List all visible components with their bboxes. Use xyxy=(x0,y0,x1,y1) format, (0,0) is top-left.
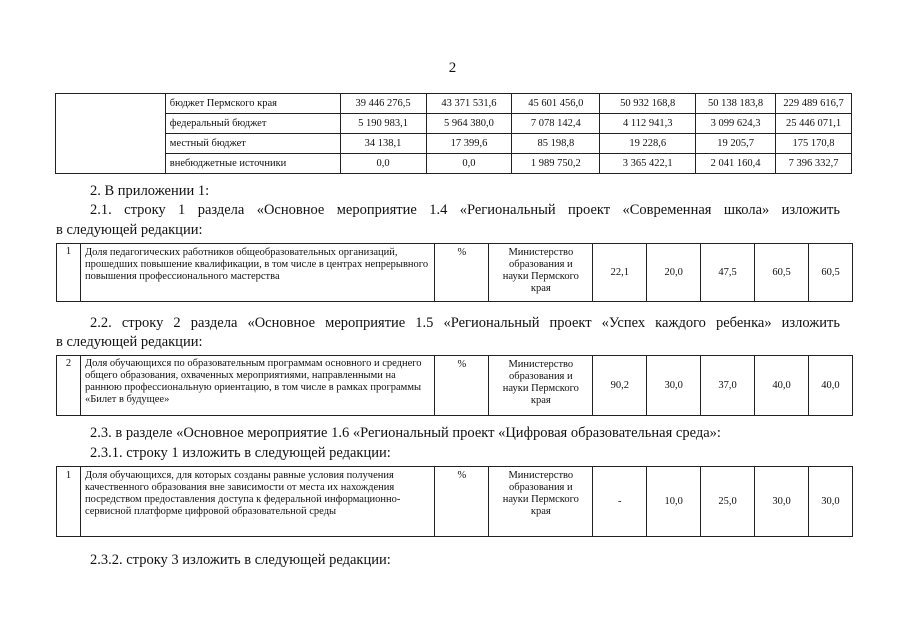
budget-value: 5 190 983,1 xyxy=(340,114,426,134)
indicator-value: 22,1 xyxy=(593,244,647,302)
responsible-org: Министерство образования и науки Пермского края xyxy=(489,244,593,302)
budget-value: 2 041 160,4 xyxy=(696,154,776,174)
indicator-table-3 xyxy=(56,466,853,537)
indicator-value: 30,0 xyxy=(647,356,701,416)
table-row xyxy=(56,114,852,134)
indicator-value: 90,2 xyxy=(593,356,647,416)
row-number: 2 xyxy=(57,356,81,416)
page-number: 2 xyxy=(448,60,457,76)
budget-value: 25 446 071,1 xyxy=(776,114,852,134)
budget-value: 34 138,1 xyxy=(340,134,426,154)
unit: % xyxy=(435,244,489,302)
indicator-value: 25,0 xyxy=(701,467,755,537)
budget-label: местный бюджет xyxy=(165,134,340,154)
budget-value: 229 489 616,7 xyxy=(776,94,852,114)
budget-value: 1 989 750,2 xyxy=(512,154,600,174)
budget-value: 0,0 xyxy=(340,154,426,174)
budget-value: 50 138 183,8 xyxy=(696,94,776,114)
table-row xyxy=(57,467,853,537)
responsible-org: Министерство образования и науки Пермского края xyxy=(489,467,593,537)
indicator-table-2 xyxy=(56,355,853,416)
budget-value: 0,0 xyxy=(426,154,512,174)
table-row xyxy=(56,94,852,114)
indicator-value: 10,0 xyxy=(647,467,701,537)
indicator-value: 20,0 xyxy=(647,244,701,302)
budget-table xyxy=(55,93,852,174)
budget-value: 45 601 456,0 xyxy=(512,94,600,114)
budget-label: бюджет Пермского края xyxy=(165,94,340,114)
row-number: 1 xyxy=(57,467,81,537)
budget-value: 19 205,7 xyxy=(696,134,776,154)
paragraph-2-2-cont: в следующей редакции: xyxy=(56,334,203,350)
responsible-org: Министерство образования и науки Пермского края xyxy=(489,356,593,416)
paragraph-2-1-cont: в следующей редакции: xyxy=(56,222,203,238)
unit: % xyxy=(435,356,489,416)
indicator-name: Доля педагогических работников общеобразовательных организаций, прошедших повышение квалификации, в том числе в центрах непрерывного повышения профессионального мастерства xyxy=(80,244,435,302)
indicator-table-1 xyxy=(56,243,853,302)
table-row xyxy=(56,134,852,154)
budget-value: 175 170,8 xyxy=(776,134,852,154)
budget-value: 19 228,6 xyxy=(600,134,696,154)
paragraph-2-3-2: 2.3.2. строку 3 изложить в следующей редакции: xyxy=(90,552,391,568)
budget-value: 4 112 941,3 xyxy=(600,114,696,134)
table-row xyxy=(57,244,853,302)
budget-value: 7 396 332,7 xyxy=(776,154,852,174)
budget-value: 7 078 142,4 xyxy=(512,114,600,134)
budget-value: 3 365 422,1 xyxy=(600,154,696,174)
budget-value: 5 964 380,0 xyxy=(426,114,512,134)
table-row xyxy=(56,154,852,174)
budget-label: федеральный бюджет xyxy=(165,114,340,134)
indicator-value: 37,0 xyxy=(701,356,755,416)
paragraph-2-3-1: 2.3.1. строку 1 изложить в следующей редакции: xyxy=(90,445,391,461)
indicator-value: 30,0 xyxy=(755,467,809,537)
indicator-name: Доля обучающихся по образовательным программам основного и среднего общего образования, охваченных мероприятиями, направленными на раннюю профессиональную ориентацию, в том числе в рамках программы «Билет в будущее» xyxy=(80,356,434,416)
indicator-value: 47,5 xyxy=(701,244,755,302)
paragraph-2: 2. В приложении 1: xyxy=(90,183,210,199)
table-row xyxy=(57,356,853,416)
budget-value: 85 198,8 xyxy=(512,134,600,154)
budget-value: 50 932 168,8 xyxy=(600,94,696,114)
indicator-name: Доля обучающихся, для которых созданы равные условия получения качественного образования вне зависимости от места их нахождения посредством предоставления доступа к федеральной информационно-сервисной платформе цифровой образовательной среды xyxy=(80,467,434,537)
budget-value: 39 446 276,5 xyxy=(340,94,426,114)
indicator-value: 40,0 xyxy=(808,356,852,416)
paragraph-2-2: 2.2. строку 2 раздела «Основное мероприятие 1.5 «Региональный проект «Успех каждого ребенка» изложить xyxy=(90,315,840,331)
budget-value: 43 371 531,6 xyxy=(426,94,512,114)
empty-cell xyxy=(56,94,166,174)
indicator-value: 40,0 xyxy=(755,356,809,416)
budget-label: внебюджетные источники xyxy=(165,154,340,174)
indicator-value: 60,5 xyxy=(809,244,853,302)
paragraph-2-1: 2.1. строку 1 раздела «Основное мероприятие 1.4 «Региональный проект «Современная школа» изложить xyxy=(90,202,840,218)
budget-value: 17 399,6 xyxy=(426,134,512,154)
row-number: 1 xyxy=(57,244,81,302)
indicator-value: - xyxy=(593,467,647,537)
budget-value: 3 099 624,3 xyxy=(696,114,776,134)
unit: % xyxy=(435,467,489,537)
paragraph-2-3: 2.3. в разделе «Основное мероприятие 1.6 «Региональный проект «Цифровая образовательная среда»: xyxy=(90,425,721,441)
indicator-value: 30,0 xyxy=(808,467,852,537)
indicator-value: 60,5 xyxy=(755,244,809,302)
